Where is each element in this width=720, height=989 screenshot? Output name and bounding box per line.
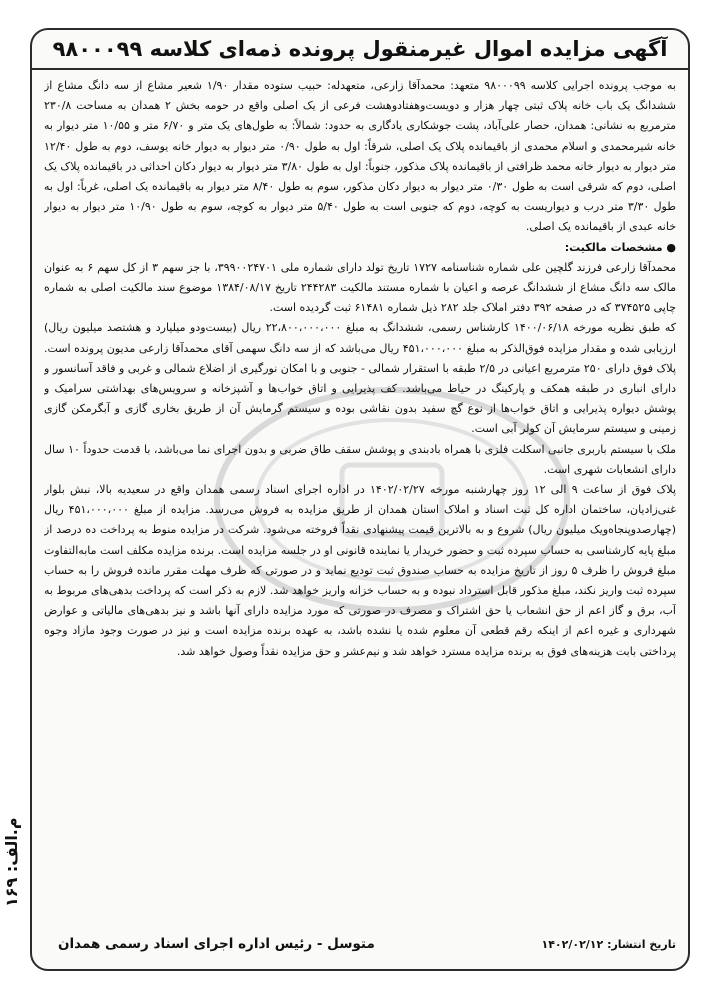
valuation-details: که طبق نظریه مورخه ۱۴۰۰/۰۶/۱۸ کارشناس رسمی، ششدانگ به مبلغ ۲۲،۸۰۰،۰۰۰،۰۰۰ ریال (بیست‌ودو میلیارد و هشتصد میلیون ریال) ارزیابی شده و مقدار مزایده فوق‌الذکر به مبلغ ۴۵۱،۰۰۰،۰۰۰ ریال می‌باشد که از سه دانگ سهمی آقای محمدآقا زارعی مدیون پرونده است. پلاک فوق دارای ۲۵۰ مترمربع اعیانی در ۲/۵ طبقه با استقرار شمالی - جنوبی و با امکان نورگیری از اضلاع شمالی و غربی و فاقد آسانسور و دارای انباری در طبقه همکف و پارکینگ در حیاط می‌باشد. کف پذیرایی و اتاق خواب‌ها و آشپزخانه و سرویس‌های بهداشتی سرامیک و پوشش دیواره پذیرایی و اتاق خواب‌ها از نوع گچ سفید بدون نقاشی بوده و سیستم گرمایش آن از طریق بخاری گازی و آبگرمکن گازی زمینی و سیستم سرمایش آن کولر آبی است. <box>44 321 676 436</box>
ownership-details: محمدآقا زارعی فرزند گلچین علی شماره شناسنامه ۱۷۲۷ تاریخ تولد دارای شماره ملی ۳۹۹۰۰۲۴۷۰۱، با جز سهم ۳ از کل سهم ۶ به عنوان مالک سه دانگ مشاع از ششدانگ عرصه و اعیان با شماره مستند مالکیت ۲۴۴۲۸۳ تاریخ ۱۳۸۴/۰۸/۱۷ موضوع سند مالکیت اصلی به شماره چاپی ۳۷۴۵۲۵ که در صفحه ۳۹۲ دفتر املاک جلد ۲۸۲ ذیل شماره ۶۱۴۸۱ ثبت گردیده است. <box>44 260 676 315</box>
ownership-heading-text: مشخصات مالکیت: <box>564 240 663 254</box>
construction-details: ملک با سیستم باربری جانبی اسکلت فلزی با همراه بادبندی و پوشش سقف طاق ضربی و بدون اجرای نما می‌باشد، با قدمت حدوداً ۱۰ سال دارای انشعابات شهری است. <box>44 442 676 476</box>
notice-title: آگهی مزایده اموال غیرمنقول پرونده ذمه‌ای کلاسه ۹۸۰۰۰۹۹ <box>52 37 668 61</box>
title-divider <box>32 68 688 70</box>
notice-frame <box>30 28 690 971</box>
reference-code: م.الف: ۱۶۹ <box>2 817 21 908</box>
notice-body <box>44 76 676 923</box>
bullet-icon: ● <box>666 240 676 254</box>
ownership-heading <box>44 238 676 258</box>
property-description: به موجب پرونده اجرایی کلاسه ۹۸۰۰۰۹۹ متعهد: محمدآقا زارعی، متعهدله: حبیب ستوده مقدار ۱/۹۰ شعیر مشاع از سه دانگ مشاع از ششدانگ یک باب خانه پلاک ثبتی چهار هزار و دویست‌وهفتادوهشت فرعی از یک اصلی واقع در حومه بخش ۲ همدان به مساحت ۲۳۰/۸ مترمربع به نشانی: همدان، حصار علی‌آباد، پشت جوشکاری یادگاری به حدود: شمالاً: به طول‌های یک متر و ۶/۷۰ متر و ۱۰/۵۵ متر دیوار به خانه شیرمحمدی و اسلام محمدی از باقیمانده پلاک یک اصلی، شرقاً: اول به طول ۰/۹۰ متر دیوار به دیوار خانه یوسف، دوم به طول ۱۲/۴۰ متر دیوار به دیوار خانه محمد ظرافتی از باقیمانده پلاک مذکور، جنوباً: اول به طول ۳/۸۰ متر دیوار به دیوار دکان احداثی در باقیمانده پلاک یک اصلی، دوم که شرقی است به طول ۰/۳۰ متر دیوار به دیوار دکان مذکور، سوم به طول ۸/۴۰ متر دیوار به باقیمانده یک اصلی، غرباً: اول به طول ۳/۳۰ متر درب و دیواریست به کوچه، دوم که جنوبی است به طول ۵/۴۰ متر دیوار به کوچه، سوم به طول ۱۰/۹۰ متر دیوار به دیوار خانه عبدی از باقیمانده یک اصلی. <box>44 79 676 234</box>
signer-title: متوسل - رئیس اداره اجرای اسناد رسمی همدان <box>58 936 375 952</box>
publish-date: تاریخ انتشار: ۱۴۰۲/۰۲/۱۲ <box>541 937 676 951</box>
notice-footer <box>44 931 676 957</box>
auction-terms: پلاک فوق از ساعت ۹ الی ۱۲ روز چهارشنبه مورخه ۱۴۰۲/۰۲/۲۷ در اداره اجرای اسناد رسمی همدان واقع در سعیدیه بالا، نبش بلوار غنی‌زادیان، ساختمان اداره کل ثبت اسناد و املاک استان همدان از طریق مزایده به فروش می‌رسد. مزایده از مبلغ ۴۵۱،۰۰۰،۰۰۰ ریال (چهارصدوپنجاه‌ویک میلیون ریال) شروع و به بالاترین قیمت پیشنهادی نقداً فروخته می‌شود. شرکت در مزایده منوط به پرداخت ده درصد از مبلغ پایه کارشناسی به حساب سپرده ثبت و حضور خریدار یا نماینده قانونی او در جلسه مزایده است. برنده مزایده مکلف است مابه‌التفاوت مبلغ فروش را ظرف ۵ روز از تاریخ مزایده به حساب صندوق ثبت تودیع نماید و در صورتی که ظرف مهلت مقرر مانده فروش را به حساب سپرده ثبت واریز نکند، مبلغ مذکور قابل استرداد نبوده و به حساب خزانه واریز خواهد شد. لازم به ذکر است که پرداخت بدهی‌های مربوط به آب، برق و گاز اعم از حق انشعاب یا حق اشتراک و مصرف در صورتی که مورد مزایده دارای آنها باشد و نیز بدهی‌های مالیاتی و عوارض شهرداری و غیره اعم از اینکه رقم قطعی آن معلوم شده یا نشده باشد، به عهده برنده مزایده است و نیز در صورت وجود مازاد وجوه پرداختی بابت هزینه‌های فوق به برنده مزایده مسترد خواهد شد و نیم‌عشر و حق مزایده نقداً وصول خواهد شد. <box>44 483 676 658</box>
